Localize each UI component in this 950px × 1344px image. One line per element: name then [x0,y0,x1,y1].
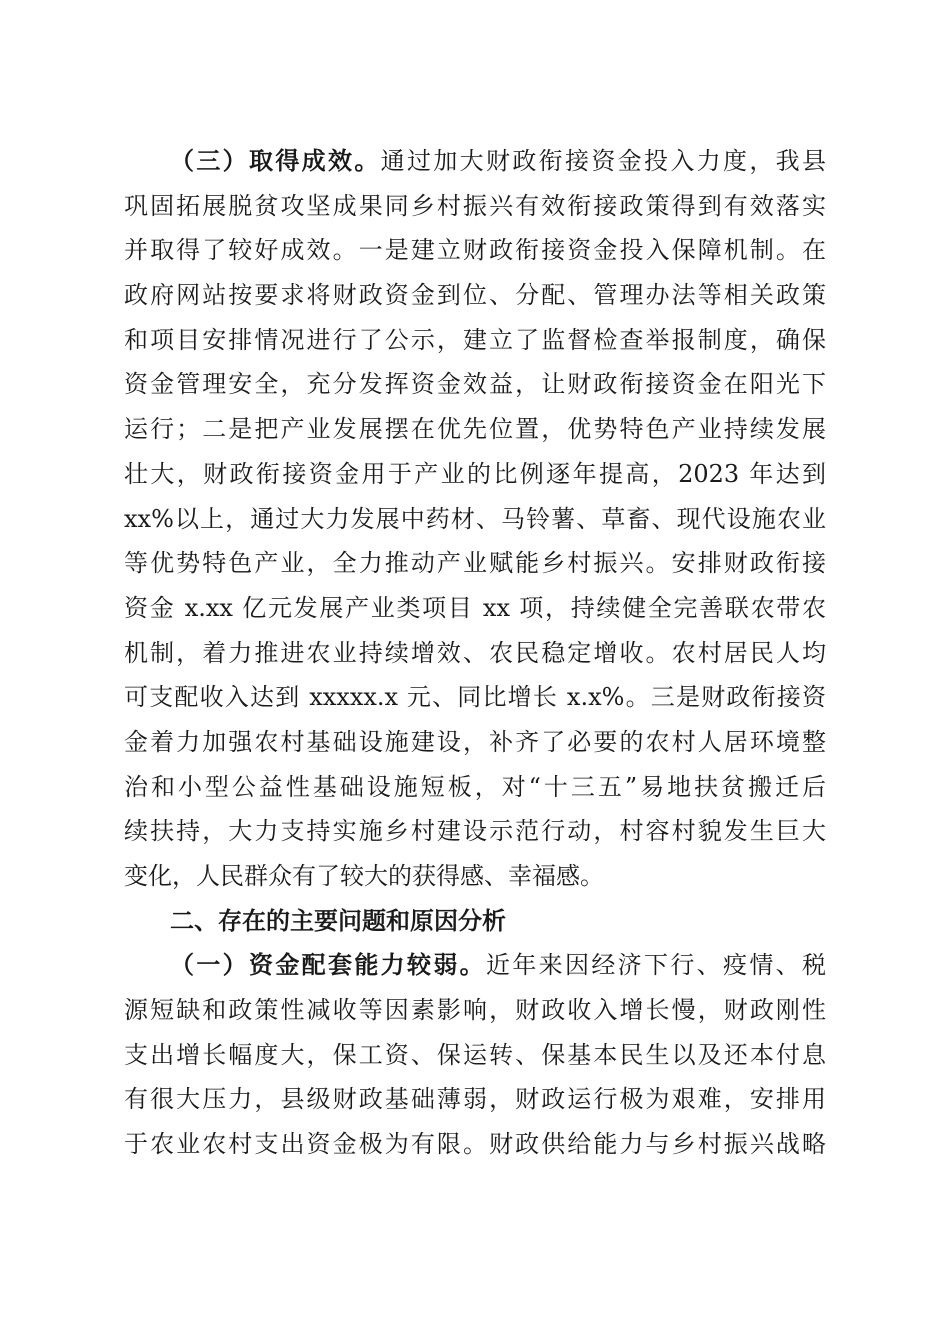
paragraph-line: 有很大压力，县级财政基础薄弱，财政运行极为艰难，安排用 [124,1085,826,1114]
paragraph-text: 通过加大财政衔接资金投入力度，我县 [380,147,827,175]
paragraph-line: 并取得了较好成效。一是建立财政衔接资金投入保障机制。在 [124,236,826,265]
paragraph-line: 变化，人民群众有了较大的获得感、幸福感。 [124,862,604,890]
paragraph-line: 政府网站按要求将财政资金到位、分配、管理办法等相关政策 [124,281,826,310]
paragraph-line: 治和小型公益性基础设施短板，对“十三五”易地扶贫搬迁后 [124,772,826,801]
paragraph-lead-heading: （一）资金配套能力较弱。 [170,951,486,980]
paragraph-line: 壮大，财政衔接资金用于产业的比例逐年提高，2023 年达到 [124,459,826,488]
section-heading: 二、存在的主要问题和原因分析 [170,906,506,935]
paragraph-line [124,139,826,184]
paragraph-line: 巩固拓展脱贫攻坚成果同乡村振兴有效衔接政策得到有效落实 [124,191,826,220]
paragraph-line: 支出增长幅度大，保工资、保运转、保基本民生以及还本付息 [124,1040,826,1069]
paragraph-line: 和项目安排情况进行了公示，建立了监督检查举报制度，确保 [124,325,826,354]
paragraph-line: 等优势特色产业，全力推动产业赋能乡村振兴。安排财政衔接 [124,549,826,578]
document-body [124,139,826,1167]
paragraph-lead-heading: （三）取得成效。 [170,147,381,175]
paragraph-line: xx%以上，通过大力发展中药材、马铃薯、草畜、现代设施农业 [124,504,826,533]
paragraph-line: 运行；二是把产业发展摆在优先位置，优势特色产业持续发展 [124,415,826,444]
paragraph-line: 于农业农村支出资金极为有限。财政供给能力与乡村振兴战略 [124,1130,826,1159]
paragraph-line: 金着力加强农村基础设施建设，补齐了必要的农村人居环境整 [124,727,826,756]
paragraph-line: 资金管理安全，充分发挥资金效益，让财政衔接资金在阳光下 [124,370,826,399]
paragraph-line: 源短缺和政策性减收等因素影响，财政收入增长慢，财政刚性 [124,996,826,1025]
paragraph-text: 近年来因经济下行、疫情、税 [486,951,826,980]
paragraph-line: 资金 x.xx 亿元发展产业类项目 xx 项，持续健全完善联农带农 [124,593,826,622]
paragraph-line: 续扶持，大力支持实施乡村建设示范行动，村容村貌发生巨大 [124,817,826,846]
paragraph-line: 机制，着力推进农业持续增效、农民稳定增收。农村居民人均 [124,638,826,667]
paragraph-line [124,943,826,988]
paragraph-line: 可支配收入达到 xxxxx.x 元、同比增长 x.x%。三是财政衔接资 [124,683,826,712]
